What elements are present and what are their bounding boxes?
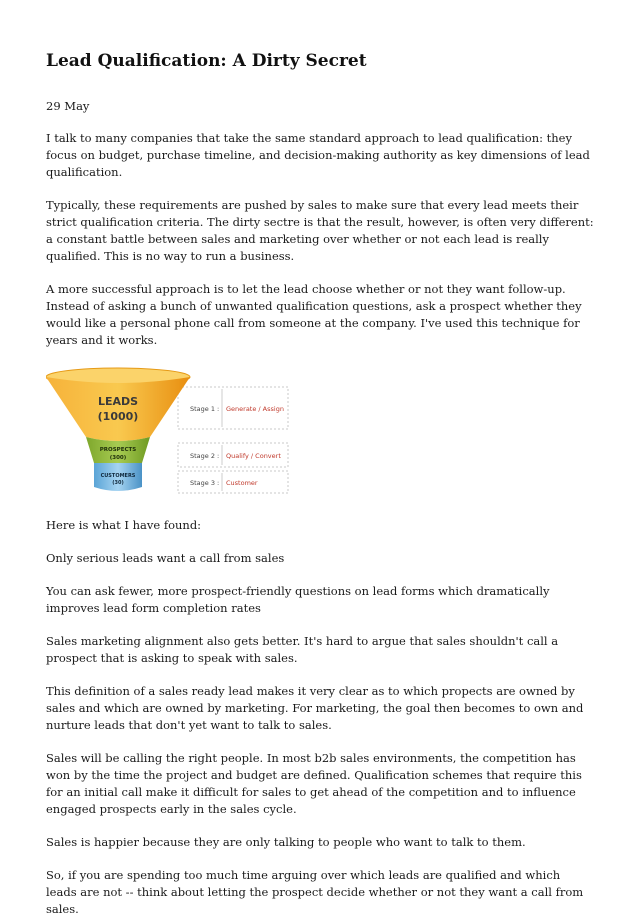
customers-count: (30) bbox=[112, 480, 124, 486]
paragraph: Sales is happier because they are only talking to people who want to talk to them. bbox=[46, 835, 526, 849]
paragraph: So, if you are spending too much time arguing over which leads are qualified and which leads are not -- think about letting the prospect decide whether or not they want a call from sales. bbox=[46, 868, 584, 916]
sales-funnel-figure bbox=[46, 367, 290, 501]
document-page bbox=[46, 50, 594, 918]
prospects-label: PROSPECTS bbox=[99, 447, 137, 453]
stage2-desc: Qualify / Convert bbox=[226, 452, 281, 460]
page-title: Lead Qualification: A Dirty Secret bbox=[46, 51, 367, 71]
paragraph: A more successful approach is to let the lead choose whether or not they want follow-up. Instead of asking a bunch of unwanted qualification questions, ask a prospect whether they would like a personal phone call from someone at the company. I've used this technique for years and it works. bbox=[46, 282, 582, 347]
paragraph: Here is what I have found: bbox=[46, 518, 202, 532]
paragraph: You can ask fewer, more prospect-friendly questions on lead forms which dramatically improves lead form completion rates bbox=[46, 584, 550, 615]
paragraph: Typically, these requirements are pushed by sales to make sure that every lead meets their strict qualification criteria. The dirty sectre is that the result, however, is often very different: a constant battle between sales and marketing over whether or not each lead is really qualified. This is no way to run a business. bbox=[46, 198, 594, 263]
paragraph: I talk to many companies that take the same standard approach to lead qualification: they focus on budget, purchase timeline, and decision-making authority as key dimensions of lead qualification. bbox=[46, 131, 590, 179]
leads-label: LEADS bbox=[97, 395, 139, 408]
paragraph: Sales will be calling the right people. In most b2b sales environments, the competition has won by the time the project and budget are defined. Qualification schemes that require this for an initial call make it difficult for sales to get ahead of the competition and to influence engaged prospects early in the sales cycle. bbox=[46, 751, 582, 816]
customers-label: CUSTOMERS bbox=[100, 473, 136, 479]
stage1-label: Stage 1 : bbox=[190, 405, 220, 413]
prospects-count: (300) bbox=[109, 455, 127, 461]
paragraph: This definition of a sales ready lead makes it very clear as to which propects are owned by sales and which are owned by marketing. For marketing, the goal then becomes to own and nurture leads that don't yet want to talk to sales. bbox=[46, 684, 584, 732]
post-date: 29 May bbox=[46, 99, 90, 113]
funnel-leads-segment bbox=[46, 377, 190, 441]
leads-count: (1000) bbox=[97, 410, 139, 423]
paragraph: Only serious leads want a call from sales bbox=[46, 551, 285, 565]
paragraph: Sales marketing alignment also gets better. It's hard to argue that sales shouldn't call a prospect that is asking to speak with sales. bbox=[46, 634, 559, 665]
stage3-label: Stage 3 : bbox=[190, 479, 220, 487]
stage3-desc: Customer bbox=[226, 479, 258, 487]
stage2-label: Stage 2 : bbox=[190, 452, 220, 460]
sales-funnel-graphic bbox=[46, 367, 290, 501]
stage1-desc: Generate / Assign bbox=[226, 405, 284, 413]
